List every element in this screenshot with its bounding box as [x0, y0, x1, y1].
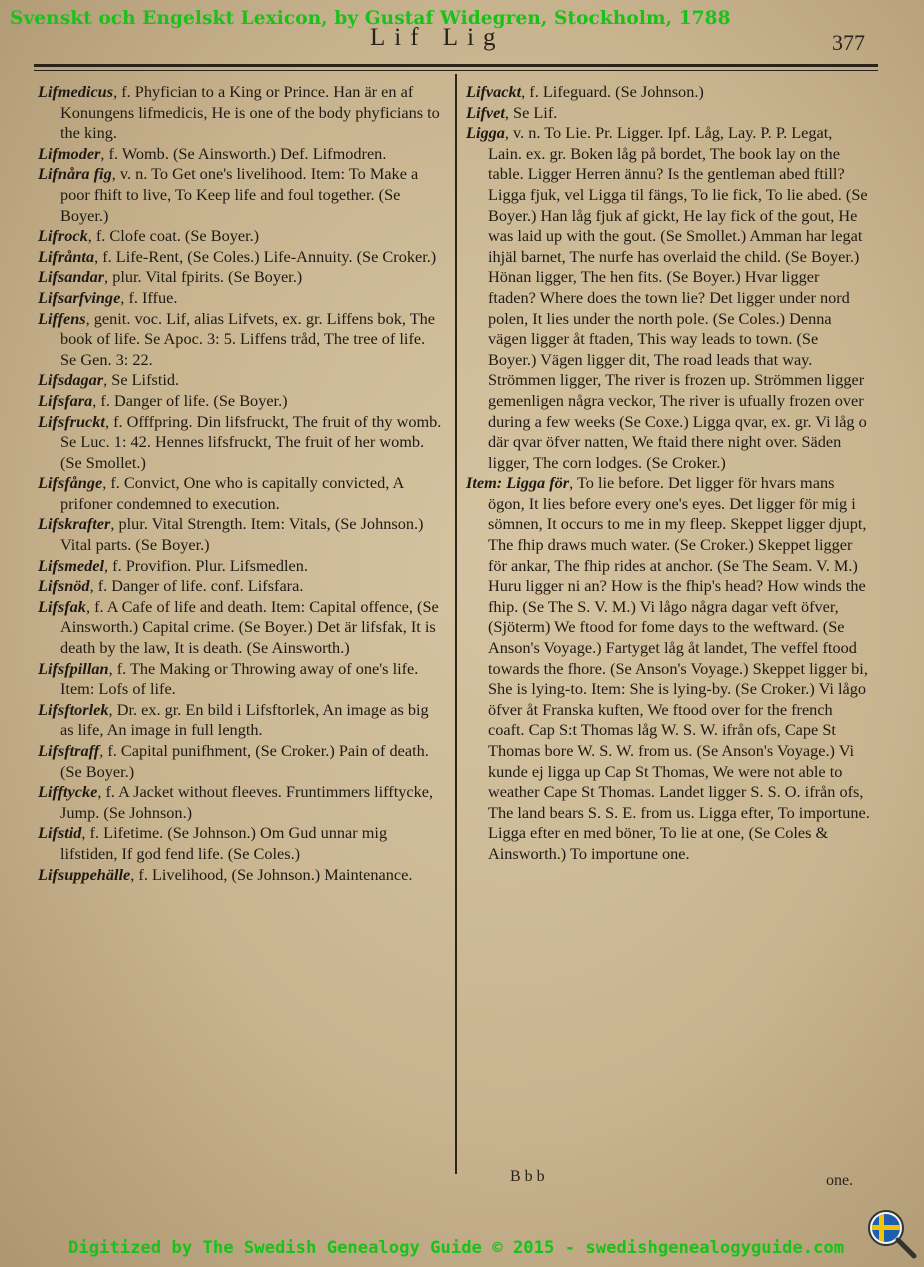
entry-definition: , f. Womb. (Se Ainsworth.) Def. Lifmodren. — [100, 143, 387, 163]
swedish-flag-magnifier-icon — [866, 1208, 918, 1260]
entry-definition: , f. Provifion. Plur. Lifsmedlen. — [104, 555, 308, 575]
dictionary-entry — [38, 597, 444, 659]
dictionary-entry — [38, 556, 444, 577]
top-banner: Svenskt och Engelskt Lexicon, by Gustaf Widegren, Stockholm, 1788 — [10, 8, 731, 29]
entry-definition: , Se Lifstid. — [103, 370, 180, 390]
dictionary-entry — [38, 391, 444, 412]
running-head: Lif Lig — [370, 24, 505, 51]
entry-definition: , f. Danger of life. conf. Lifsfara. — [89, 576, 304, 596]
left-column — [38, 82, 444, 885]
entry-definition: , f. Lifeguard. (Se Johnson.) — [521, 82, 704, 101]
dictionary-entry — [38, 865, 444, 886]
dictionary-entry — [466, 82, 870, 103]
entry-definition: , genit. voc. Lif, alias Lifvets, ex. gr. Liffens bok, The book of life. Se Apoc. 3: 5. Liffens tråd, The tree of life. Se Gen. 3: 22. — [60, 308, 436, 369]
entry-definition: , f. Iffue. — [120, 287, 178, 307]
entry-definition: , f. Livelihood, (Se Johnson.) Maintenance. — [130, 864, 413, 884]
entry-definition: , f. Lifetime. (Se Johnson.) Om Gud unnar mig lifstiden, If god fend life. (Se Coles.) — [60, 823, 388, 863]
dictionary-entry — [38, 247, 444, 268]
entry-headword: Liffens — [38, 308, 86, 328]
entry-headword: Lifsnöd — [38, 576, 90, 596]
entry-definition: , plur. Vital fpirits. (Se Boyer.) — [104, 267, 303, 287]
entry-headword: Lifstid — [38, 823, 82, 843]
dictionary-entry — [38, 309, 444, 371]
entry-headword: Lifrock — [38, 226, 88, 246]
entry-headword: Lifsdagar — [38, 370, 104, 390]
entry-definition: , f. Offfpring. Din lifsfruckt, The fruit of thy womb. Se Luc. 1: 42. Hennes lifsfruckt, The fruit of her womb. (Se Smollet.) — [60, 411, 442, 472]
entry-definition: , f. A Jacket without fleeves. Fruntimmers lifftycke, Jump. (Se Johnson.) — [60, 782, 434, 822]
entry-headword: Lifftycke — [38, 782, 98, 802]
dictionary-entry — [38, 412, 444, 474]
entry-definition: , f. Capital punifhment, (Se Croker.) Pain of death. (Se Boyer.) — [60, 741, 429, 781]
entry-headword: Lifsfånge — [38, 473, 103, 493]
entry-headword: Item: Ligga för — [466, 473, 570, 493]
entry-headword: Lifnåra fig — [38, 164, 112, 184]
entry-definition: , f. Life-Rent, (Se Coles.) Life-Annuity. (Se Croker.) — [94, 246, 437, 266]
dictionary-entry — [38, 370, 444, 391]
entry-definition: , To lie before. Det ligger för hvars mans ögon, It lies before every one's eyes. Det ligger för mig i sömnen, It occurs to me in my fleep. Skeppet ligger djupt, The fhip draws much water. (Se Croker.) Skeppet ligger för ankar, The fhip rides at anchor. (Se The Seam. V. M.) Huru ligger ni an? How is the fhip's head? How winds the fhip. (Se The S. V. M.) Vi lågo några dagar veft öfver, (Sjöterm) We ftood for fome days to the weftward. (Se Anson's Voyage.) Fartyget låg åt landet, The veffel ftood towards the fhore. (Se Anson's Voyage.) Skeppet ligger bi, She is lying-to. Item: She is lying-by. (Se Croker.) Vi lågo öfver åt Franska kuften, We ftood over for the french coaft. Cap S:t Thomas låg W. S. W. ifrån ofs, Cape St Thomas bore W. S. W. from us. (Se Anson's Voyage.) Vi kunde ej ligga up Cap St Thomas, We were not able to weather Cape St Thomas. Landet ligger S. S. O. ifrån ofs, The land bears S. S. E. from us. Ligga efter, To importune. Ligga efter en med böner, To lie at one, (Se Coles & Ainsworth.) To importune one. — [488, 473, 870, 863]
dictionary-entry — [466, 473, 870, 864]
entry-headword: Lifsftorlek — [38, 699, 109, 719]
entry-headword: Lifmedicus — [38, 82, 114, 101]
entry-headword: Ligga — [466, 123, 505, 143]
entry-headword: Lifsmedel — [38, 555, 105, 575]
entry-headword: Lifvet — [466, 102, 505, 122]
entry-definition: , f. Convict, One who is capitally convicted, A prifoner condemned to execution. — [60, 473, 404, 513]
catchword: one. — [826, 1172, 854, 1189]
dictionary-entry — [466, 123, 870, 473]
dictionary-entry — [38, 700, 444, 741]
entry-definition: , f. Phyfician to a King or Prince. Han är en af Konungens lifmedicis, He is one of the body phyficians to the king. — [60, 82, 440, 143]
top-rule — [34, 64, 878, 67]
entry-headword: Lifskrafter — [38, 514, 111, 534]
entry-definition: , f. Danger of life. (Se Boyer.) — [92, 390, 288, 410]
entry-definition: , f. A Cafe of life and death. Item: Capital offence, (Se Ainsworth.) Capital crime. (Se Boyer.) Det är lifsfak, It is death by the law, It is death. (Se Ainsworth.) — [60, 596, 439, 658]
entry-headword: Lifsuppehälle — [38, 864, 131, 884]
entry-definition: , Dr. ex. gr. En bild i Lifsftorlek, An image as big as life, An image in full length. — [60, 699, 429, 740]
dictionary-entry — [38, 659, 444, 700]
entry-headword: Lifsfruckt — [38, 411, 105, 431]
entry-headword: Lifsfak — [38, 596, 86, 616]
entry-headword: Lifsfara — [38, 390, 93, 410]
dictionary-entry — [38, 144, 444, 165]
bottom-banner: Digitized by The Swedish Genealogy Guide © 2015 - swedishgenealogyguide.com — [68, 1238, 845, 1258]
entry-definition: , v. n. To Lie. Pr. Ligger. Ipf. Låg, Lay. P. P. Legat, Lain. ex. gr. Boken låg på bordet, The book lay on the table. Ligger Herren ännu? Is the gentleman abed ftill? Ligga fjuk, vel Ligga til fängs, To lie fick, To lie abed. (Se Boyer.) Han låg fjuk af gickt, He lay fick of the gout, He was laid up with the gout. (Se Smollet.) Amman har legat ihjäl barnet, The nurfe has overlaid the child. (Se Boyer.) Hönan ligger, The hen fits. (Se Boyer.) Hvar ligger ftaden? Where does the town lie? Det ligger under nord polen, It lies under the north pole. (Se Coles.) Denna vägen ligger åt ftaden, This way leads to town. (Se Boyer.) Vägen ligger dit, The road leads that way. Strömmen ligger, The river is frozen up. Strömmen ligger gemenligen några veckor, The river is ufually frozen over during a few weeks (Se Coxe.) Ligga qvar, ex. gr. Vi låg o där qvar öfver natten, We ftaid there night over. Säden ligger, The corn lodges. (Se Croker.) — [488, 123, 868, 472]
entry-definition: , Se Lif. — [504, 102, 558, 122]
dictionary-entry — [38, 782, 444, 823]
entry-definition: , plur. Vital Strength. Item: Vitals, (Se Johnson.) Vital parts. (Se Boyer.) — [60, 514, 424, 555]
dictionary-entry — [38, 576, 444, 597]
dictionary-entry — [38, 164, 444, 226]
entry-headword: Lifmoder — [38, 143, 101, 163]
signature-mark: Bbb — [510, 1168, 549, 1185]
page-number: 377 — [832, 30, 865, 55]
column-divider — [455, 74, 457, 1174]
dictionary-entry — [466, 103, 870, 124]
top-rule-thin — [34, 70, 878, 71]
entry-definition: , f. The Making or Throwing away of one's life. Item: Lofs of life. — [60, 658, 419, 699]
right-column — [466, 82, 870, 865]
dictionary-entry — [38, 514, 444, 555]
dictionary-entry — [38, 473, 444, 514]
entry-definition: , v. n. To Get one's livelihood. Item: To Make a poor fhift to live, To Keep life and foul together. (Se Boyer.) — [60, 164, 419, 225]
entry-headword: Lifsfpillan — [38, 658, 109, 678]
entry-headword: Lifvackt — [466, 82, 522, 101]
dictionary-entry — [38, 267, 444, 288]
entry-definition: , f. Clofe coat. (Se Boyer.) — [87, 226, 260, 246]
entry-headword: Lifrånta — [38, 246, 95, 266]
dictionary-entry — [38, 288, 444, 309]
entry-headword: Lifsarfvinge — [38, 287, 121, 307]
dictionary-entry — [38, 82, 444, 144]
dictionary-entry — [38, 226, 444, 247]
dictionary-entry — [38, 741, 444, 782]
entry-headword: Lifsftraff — [38, 741, 100, 760]
dictionary-entry — [38, 823, 444, 864]
entry-headword: Lifsandar — [38, 267, 105, 287]
